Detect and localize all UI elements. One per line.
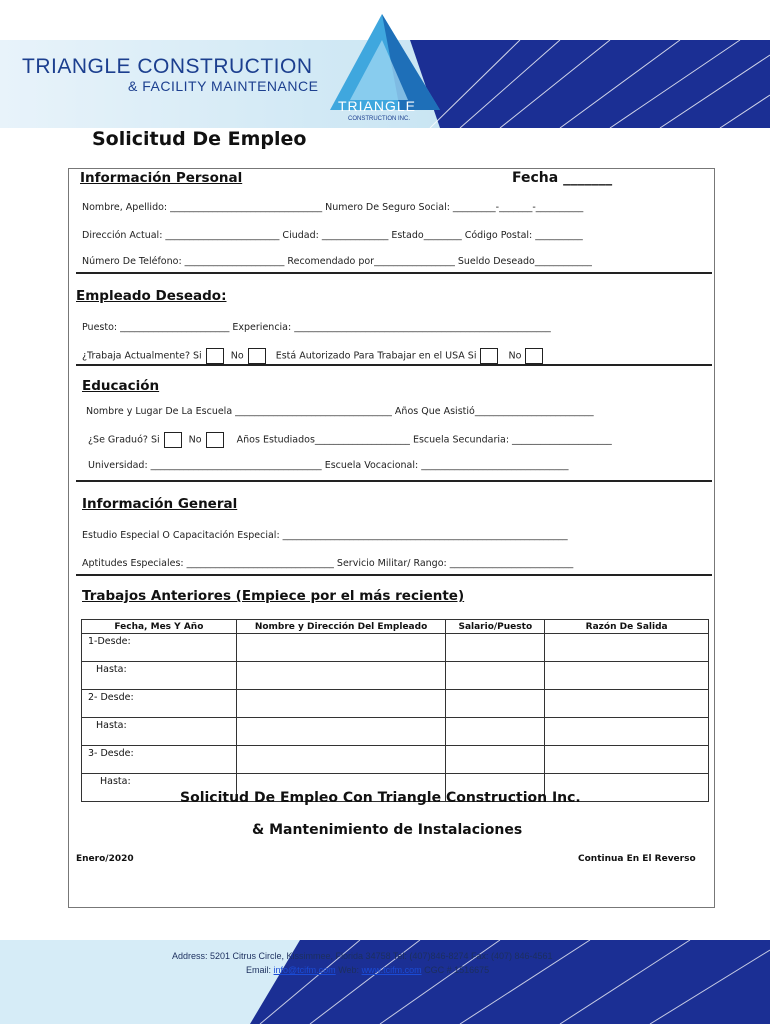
section-general-heading: Información General	[82, 496, 238, 512]
section-education-heading: Educación	[82, 378, 160, 394]
divider	[76, 574, 712, 576]
table-row	[82, 718, 709, 746]
website-link[interactable]: www.tcifm.com	[361, 965, 422, 975]
salary-cell[interactable]	[446, 690, 545, 718]
contact-line	[246, 965, 489, 975]
date-cell[interactable]: 2- Desde:	[82, 690, 237, 718]
closing-subtitle: & Mantenimiento de Instalaciones	[252, 822, 523, 838]
continue-note: Continua En El Reverso	[578, 854, 696, 864]
reason-cell[interactable]	[545, 634, 709, 662]
employer-cell[interactable]	[236, 634, 446, 662]
skills-military-line[interactable]: Aptitudes Especiales: _______________________________ Servicio Militar/ Rango: __________________________	[82, 558, 574, 569]
logo: TRIANGLE	[338, 98, 417, 114]
column-header: Salario/Puesto	[446, 620, 545, 634]
previous-jobs-table	[81, 619, 709, 802]
position-line[interactable]: Puesto: _______________________ Experiencia: ______________________________________________________	[82, 322, 551, 333]
table-row	[82, 634, 709, 662]
date-cell[interactable]: Hasta:	[82, 718, 237, 746]
salary-cell[interactable]	[446, 634, 545, 662]
column-header: Razón De Salida	[545, 620, 709, 634]
company-subtitle: & FACILITY MAINTENANCE	[128, 78, 319, 94]
no-label: No	[188, 434, 202, 446]
years-studied-field[interactable]: Años Estudiados____________________ Escuela Secundaria: _____________________	[236, 434, 612, 446]
graduated-no-checkbox[interactable]	[206, 432, 224, 448]
email-link[interactable]: info@tcifm.com	[273, 965, 336, 975]
graduated-line	[88, 432, 612, 448]
salary-cell[interactable]	[446, 746, 545, 774]
closing-title: Solicitud De Empleo Con Triangle Construction Inc.	[180, 790, 581, 806]
reason-cell[interactable]	[545, 718, 709, 746]
date-field[interactable]: Fecha _______	[512, 170, 613, 186]
reason-cell[interactable]	[545, 690, 709, 718]
table-header-row	[82, 620, 709, 634]
employer-cell[interactable]	[236, 746, 446, 774]
school-line[interactable]: Nombre y Lugar De La Escuela _________________________________ Años Que Asistió_________________________	[86, 406, 594, 417]
reason-cell[interactable]	[545, 746, 709, 774]
authorized-yes-checkbox[interactable]	[480, 348, 498, 364]
license-number: CGC # 1516675	[424, 965, 490, 975]
section-employment-heading: Empleado Deseado:	[76, 288, 227, 304]
company-address: Address: 5201 Citrus Circle, Kissimmee, Florida 34758 Tel: (407)846-8274 Fax: (407) 846-4561	[172, 951, 553, 961]
company-name: TRIANGLE CONSTRUCTION	[22, 55, 313, 78]
page-title: Solicitud De Empleo	[92, 128, 307, 150]
table-row	[82, 690, 709, 718]
column-header: Fecha, Mes Y Año	[82, 620, 237, 634]
footer-banner	[0, 940, 770, 1024]
phone-line[interactable]: Número De Teléfono: _____________________ Recomendado por_________________ Sueldo Deseado____________	[82, 256, 592, 267]
authorized-question: Está Autorizado Para Trabajar en el USA Si	[275, 350, 477, 362]
letterhead-banner	[0, 0, 770, 130]
salary-cell[interactable]	[446, 718, 545, 746]
no-label: No	[508, 350, 522, 362]
special-training-line[interactable]: Estudio Especial O Capacitación Especial: ____________________________________________________________	[82, 530, 568, 541]
form-date: Enero/2020	[76, 854, 134, 864]
working-question: ¿Trabaja Actualmente? Si	[82, 350, 202, 362]
date-cell[interactable]: Hasta:	[82, 662, 237, 690]
date-cell[interactable]: Hasta:	[82, 774, 237, 802]
web-label: Web:	[338, 965, 360, 975]
graduated-yes-checkbox[interactable]	[164, 432, 182, 448]
graduated-question: ¿Se Graduó? Si	[88, 434, 160, 446]
logo-subtitle: CONSTRUCTION INC.	[348, 116, 410, 122]
column-header: Nombre y Dirección Del Empleado	[236, 620, 446, 634]
table-row	[82, 746, 709, 774]
divider	[76, 480, 712, 482]
table-row	[82, 662, 709, 690]
reason-cell[interactable]	[545, 662, 709, 690]
working-no-checkbox[interactable]	[248, 348, 266, 364]
section-personal-heading: Información Personal	[80, 170, 243, 186]
employer-cell[interactable]	[236, 718, 446, 746]
divider	[76, 272, 712, 274]
employer-cell[interactable]	[236, 690, 446, 718]
work-status-line	[82, 348, 547, 364]
address-line[interactable]: Dirección Actual: ________________________ Ciudad: ______________ Estado________ Código Postal: __________	[82, 230, 583, 241]
name-ssn-line[interactable]: Nombre, Apellido: ________________________________ Numero De Seguro Social: _________-_______-__________	[82, 202, 584, 213]
date-cell[interactable]: 1-Desde:	[82, 634, 237, 662]
date-cell[interactable]: 3- Desde:	[82, 746, 237, 774]
no-label: No	[230, 350, 244, 362]
email-label: Email:	[246, 965, 272, 975]
authorized-no-checkbox[interactable]	[525, 348, 543, 364]
university-line[interactable]: Universidad: ____________________________________ Escuela Vocacional: _______________________________	[88, 460, 569, 471]
salary-cell[interactable]	[446, 662, 545, 690]
divider	[76, 364, 712, 366]
employer-cell[interactable]	[236, 662, 446, 690]
working-yes-checkbox[interactable]	[206, 348, 224, 364]
section-previous-jobs-heading: Trabajos Anteriores (Empiece por el más reciente)	[82, 588, 465, 604]
